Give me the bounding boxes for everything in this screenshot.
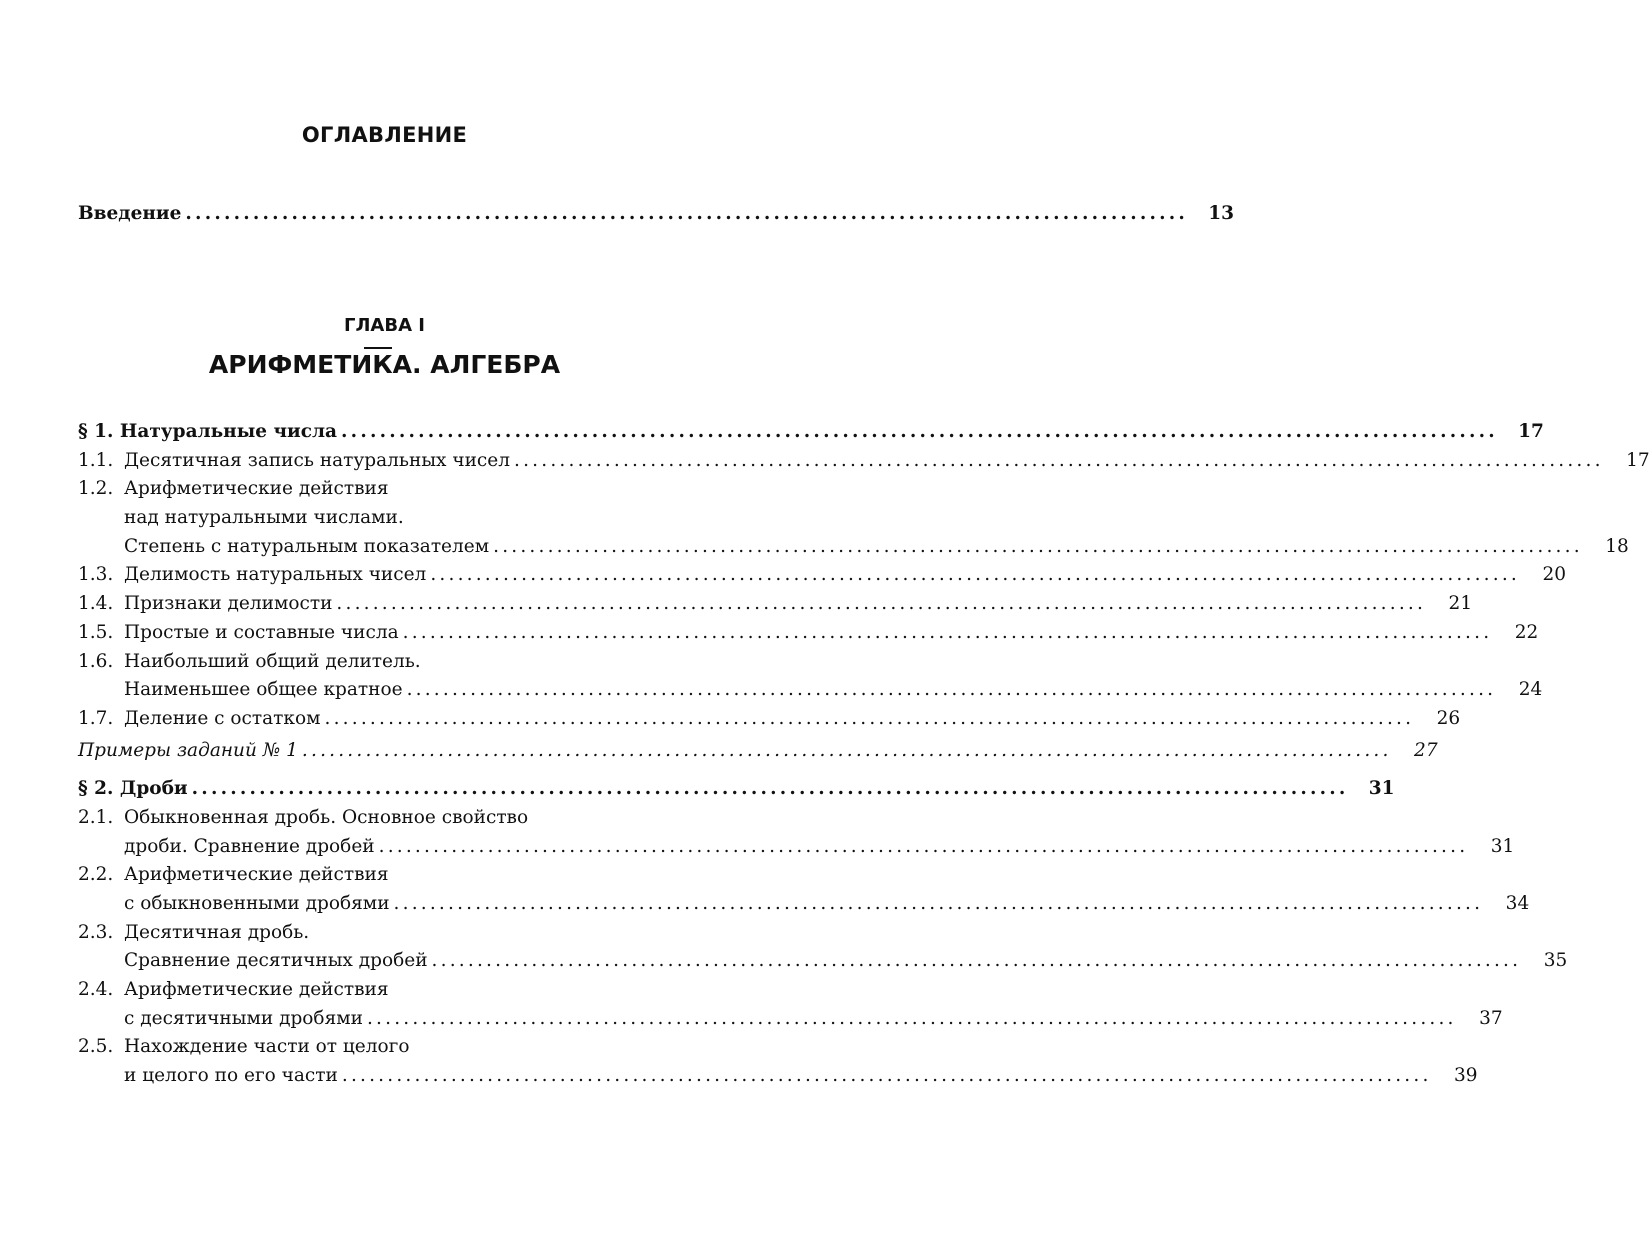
dot-leader: ........................................................................................................................ [191, 778, 1349, 800]
entry-number: 1.2. [78, 478, 114, 500]
toc-entry[interactable] [78, 976, 1503, 1033]
chapter-name: АРИФМЕТИКА. АЛГЕБРА [208, 350, 561, 379]
entry-number: 1.7. [78, 707, 114, 729]
toc-entry[interactable] [78, 561, 1567, 590]
chapter-label: ГЛАВА I [344, 315, 425, 336]
toc-entry[interactable] [78, 447, 1650, 476]
entry-number: 2.2. [78, 864, 114, 886]
entry-label: Признаки делимости [124, 593, 333, 615]
entry-label: Десятичная дробь. [124, 921, 310, 943]
entry-label: с десятичными дробями [124, 1007, 363, 1029]
entry-label: Степень с натуральным показателем [124, 535, 490, 557]
page-number: 35 [1543, 950, 1568, 972]
dot-leader: ........................................................................................................................ [514, 449, 1604, 471]
toc-entry[interactable] [78, 804, 1515, 861]
page-number: 17 [1626, 449, 1650, 471]
toc-entry[interactable] [78, 418, 1544, 447]
entry-number: 1.5. [78, 621, 114, 643]
entry-number: 2.1. [78, 806, 114, 828]
page-number: 13 [1208, 203, 1235, 224]
page-number: 26 [1436, 707, 1461, 729]
dot-leader: ........................................................................................................................ [341, 1065, 1432, 1087]
page-number: 22 [1514, 621, 1539, 643]
entry-number: 1.3. [78, 564, 114, 586]
toc-list [78, 418, 1650, 1091]
entry-label: Примеры заданий № 1 [78, 740, 298, 762]
entry-number: 1.4. [78, 593, 114, 615]
entry-label: Делимость натуральных чисел [124, 564, 427, 586]
page-number: 17 [1518, 421, 1544, 442]
page-number: 24 [1518, 679, 1543, 701]
page-number: 34 [1505, 893, 1530, 914]
dot-leader: ........................................................................................................................ [431, 950, 1522, 972]
entry-label: Простые и составные числа [124, 621, 399, 643]
toc-entry[interactable] [78, 475, 1629, 561]
entry-label: § 2. Дроби [78, 778, 188, 800]
dot-leader: ........................................................................................................................ [336, 593, 1427, 615]
toc-title: ОГЛАВЛЕНИЕ [301, 123, 468, 147]
dot-leader: ........................................................................................................................ [393, 893, 1484, 914]
toc-intro[interactable] [78, 200, 1235, 229]
entry-label: Арифметические действия [124, 864, 389, 886]
dot-leader: ........................................................................................................................ [341, 421, 1498, 442]
toc-entry[interactable] [78, 705, 1461, 734]
entry-number: 1.1. [78, 449, 114, 471]
page-number: 20 [1542, 564, 1567, 586]
toc-entry[interactable] [78, 590, 1473, 619]
entry-label: Введение [78, 203, 182, 224]
page-number: 18 [1605, 535, 1629, 557]
dot-leader: ........................................................................................................................ [402, 621, 1493, 643]
page-number: 31 [1368, 778, 1395, 800]
entry-number: 1.6. [78, 650, 114, 672]
toc-entry[interactable] [78, 648, 1543, 705]
toc-entry[interactable] [78, 619, 1539, 648]
dot-leader: ........................................................................................................ [185, 203, 1189, 224]
chapter-divider [364, 347, 392, 349]
dot-leader: ........................................................................................................................ [493, 535, 1583, 557]
toc-entry[interactable] [78, 1033, 1478, 1090]
entry-label: Сравнение десятичных дробей [124, 950, 428, 972]
entry-label: над натуральными числами. [124, 507, 404, 529]
dot-leader: ........................................................................................................................ [366, 1007, 1457, 1029]
entry-label: Обыкновенная дробь. Основное свойство [124, 806, 529, 828]
toc-entry[interactable] [78, 861, 1530, 918]
toc-entry[interactable] [78, 737, 1438, 766]
page-number: 21 [1448, 593, 1473, 615]
page-number: 39 [1454, 1065, 1478, 1087]
entry-label: дроби. Сравнение дробей [124, 835, 375, 857]
entry-label: § 1. Натуральные числа [78, 421, 338, 442]
entry-label: Нахождение части от целого [124, 1036, 410, 1058]
dot-leader: ........................................................................................................................ [378, 835, 1469, 857]
dot-leader: ........................................................................................................................ [406, 679, 1497, 701]
entry-label: Арифметические действия [124, 979, 389, 1001]
entry-label: Десятичная запись натуральных чисел [124, 449, 510, 471]
page-number: 37 [1479, 1007, 1503, 1029]
entry-label: Деление с остатком [124, 707, 321, 729]
dot-leader: ........................................................................................................................ [430, 564, 1521, 586]
entry-label: Наименьшее общее кратное [124, 679, 403, 701]
dot-leader: ........................................................................................................................ [301, 740, 1392, 762]
toc-entry[interactable] [78, 775, 1395, 804]
page-number: 27 [1414, 740, 1438, 762]
entry-label: и целого по его части [124, 1065, 338, 1087]
entry-label: с обыкновенными дробями [124, 893, 390, 914]
page-number: 31 [1490, 835, 1515, 857]
toc-entry[interactable] [78, 919, 1568, 976]
entry-label: Наибольший общий делитель. [124, 650, 421, 672]
entry-label: Арифметические действия [124, 478, 389, 500]
dot-leader: ........................................................................................................................ [324, 707, 1415, 729]
entry-number: 2.3. [78, 921, 114, 943]
entry-number: 2.4. [78, 979, 114, 1001]
entry-number: 2.5. [78, 1036, 114, 1058]
